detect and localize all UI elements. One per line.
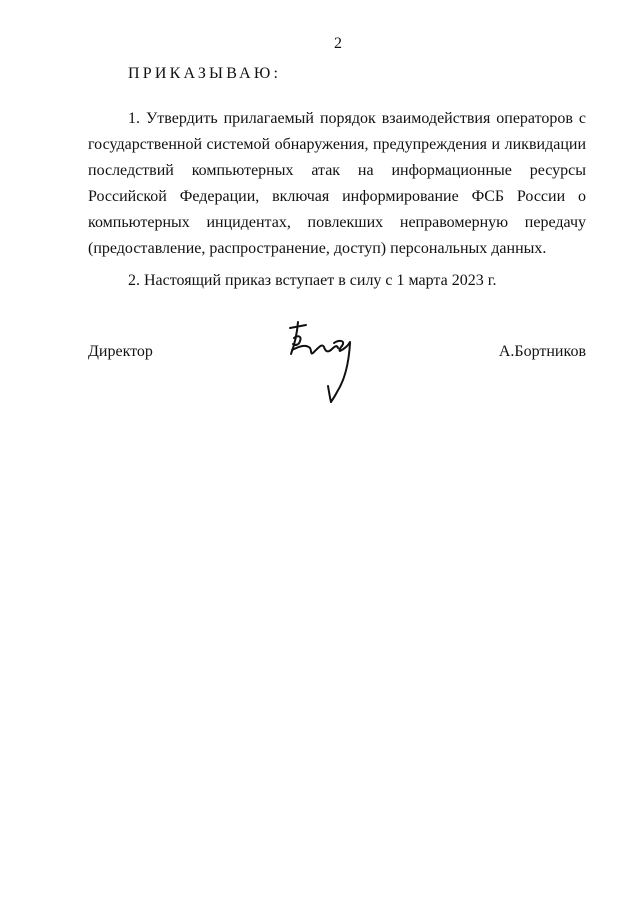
page-number: 2 — [334, 35, 342, 52]
order-heading: ПРИКАЗЫВАЮ: — [128, 65, 282, 82]
order-body — [88, 106, 586, 294]
signature-block — [88, 316, 586, 416]
handwritten-signature — [280, 316, 380, 408]
order-paragraph-1: 1. Утвердить прилагаемый порядок взаимодействия операторов с государственной системой обнаружения, предупреждения и ликвидации последствий компьютерных атак на информационные ресурсы Российской Федерации, включая информирование ФСБ России о компьютерных инцидентах, повлекших неправомерную передачу (предоставление, распространение, доступ) персональных данных. — [88, 110, 586, 257]
order-paragraph-2: 2. Настоящий приказ вступает в силу с 1 марта 2023 г. — [128, 272, 497, 289]
signatory-name: А.Бортников — [498, 343, 586, 360]
signatory-title: Директор — [88, 343, 153, 360]
